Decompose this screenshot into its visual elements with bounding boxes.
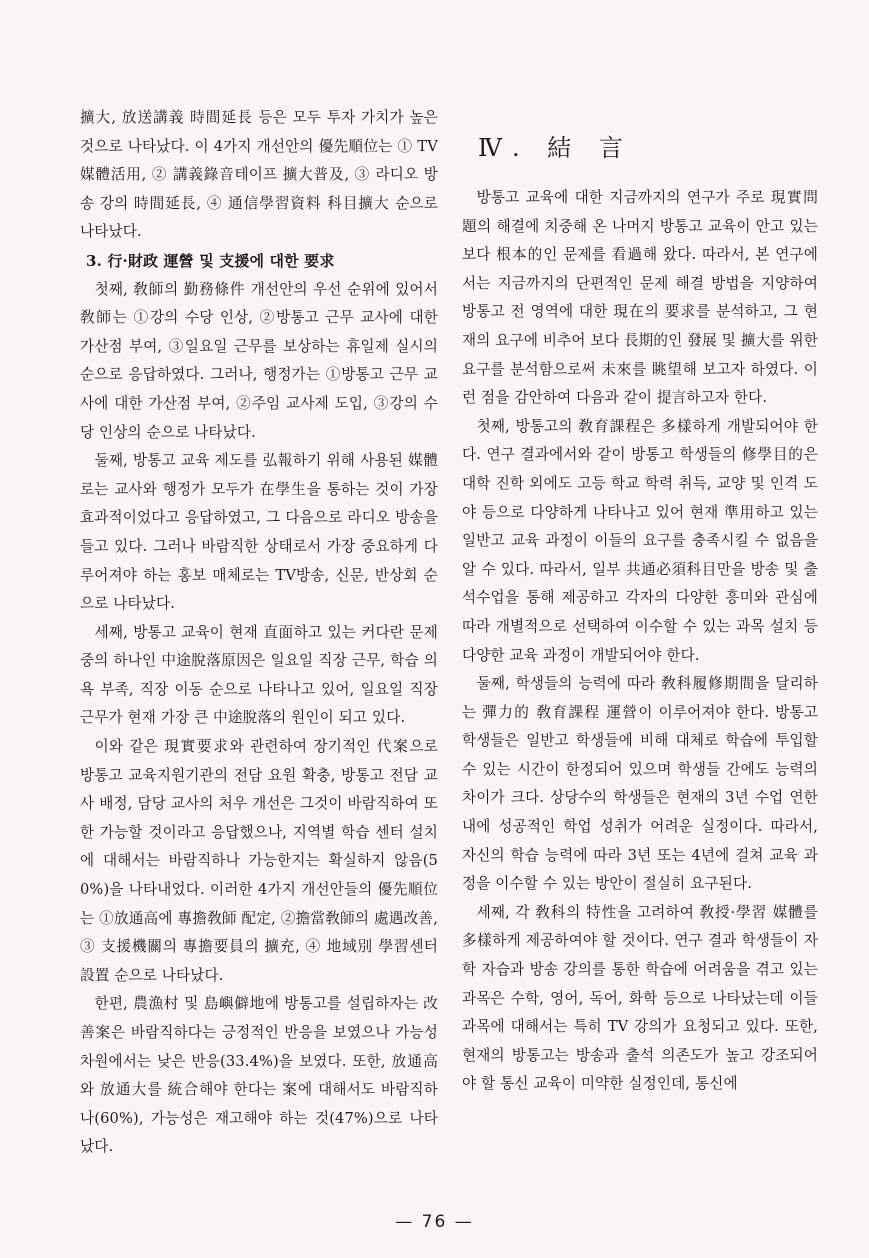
paragraph: 세째, 방통고 교육이 현재 直面하고 있는 커다란 문제 중의 하나인 中途脫落原因은 일요일 직장 근무, 학습 의욕 부족, 직장 이동 순으로 나타나고 있어, 일요일 직장 근무가 현재 가장 큰 中途脫落의 원인이 되고 있다.: [80, 623, 438, 727]
left-column: [80, 104, 438, 1162]
section-heading: Ⅳ. 結 言: [478, 134, 633, 162]
right-column: [462, 184, 818, 1099]
page-number: — 76 —: [395, 1212, 474, 1232]
paragraph: 첫째, 방통고의 敎育課程은 多樣하게 개발되어야 한다. 연구 결과에서와 같이 방통고 학생들의 修學目的은 대학 진학 외에도 고등 학교 학력 취득, 교양 및 인격 도야 등으로 다양하게 나타나고 있어 현재 準用하고 있는 일반고 교육 과정이 이들의 요구를 충족시킬 수 없음을 알 수 있다. 따라서, 일부 共通必須科目만을 방송 및 출석수업을 통해 제공하고 각자의 다양한 흥미와 관심에 따라 개별적으로 선택하여 이수할 수 있는 과목 설치 등 다양한 교육 과정이 개발되어야 한다.: [462, 417, 818, 664]
subsection-heading: 3. 行·財政 運營 및 支援에 대한 要求: [86, 251, 335, 270]
paragraph: 둘째, 학생들의 능력에 따라 敎科履修期間을 달리하는 彈力的 敎育課程 運營이 이루어져야 한다. 방통고 학생들은 일반고 학생들에 비해 대체로 학습에 투입할 수 있는 시간이 한정되어 있으며 학생들 간에도 능력의 차이가 크다. 상당수의 학생들은 현재의 3년 수업 연한 내에 성공적인 학업 성취가 어려운 실정이다. 따라서, 자신의 학습 능력에 따라 3년 또는 4년에 걸쳐 교육 과정을 이수할 수 있는 방안이 절실히 요구된다.: [462, 675, 818, 893]
paragraph: 첫째, 敎師의 勤務條件 개선안의 우선 순위에 있어서 敎師는 ①강의 수당 인상, ②방통고 근무 교사에 대한 가산점 부여, ③일요일 근무를 보상하는 휴일제 실시의 순으로 응답하였다. 그러나, 행정가는 ①방통고 근무 교사에 대한 가산점 부여, ②주임 교사제 도입, ③강의 수당 인상의 순으로 나타났다.: [80, 280, 438, 441]
paragraph: 세째, 각 敎科의 特性을 고려하여 敎授·學習 媒體를 多樣하게 제공하여야 할 것이다. 연구 결과 학생들이 자학 자습과 방송 강의를 통한 학습에 어려움을 겪고 있는 과목은 수학, 영어, 독어, 화학 등으로 나타났는데 이들 과목에 대해서는 특히 TV 강의가 요청되고 있다. 또한, 현재의 방통고는 방송과 출석 의존도가 높고 강조되어야 할 통신 교육이 미약한 실정인데, 통신에: [462, 903, 818, 1093]
paragraph: 방통고 교육에 대한 지금까지의 연구가 주로 現實問題의 해결에 치중해 온 나머지 방통고 교육이 안고 있는 보다 根本的인 문제를 看過해 왔다. 따라서, 본 연구에서는 지금까지의 단편적인 문제 해결 방법을 지양하여 방통고 전 영역에 대한 現在의 要求를 분석하고, 그 현재의 요구에 비추어 보다 長期的인 發展 및 擴大를 위한 요구를 분석함으로써 未來를 眺望해 보고자 하였다. 이런 점을 감안하여 다음과 같이 提言하고자 한다.: [462, 189, 818, 407]
paragraph: 擴大, 放送講義 時間延長 등은 모두 투자 가치가 높은 것으로 나타났다. 이 4가지 개선안의 優先順位는 ① TV媒體活用, ② 講義錄音테이프 擴大普及, ③ 라디오 방송 강의 時間延長, ④ 通信學習資料 科目擴大 순으로 나타났다.: [80, 109, 438, 241]
paragraph: 둘째, 방통고 교육 제도를 弘報하기 위해 사용된 媒體로는 교사와 행정가 모두가 在學生을 통하는 것이 가장 효과적이었다고 응답하였고, 그 다음으로 라디오 방송을 들고 있다. 그러나 바람직한 상태로서 가장 중요하게 다루어져야 하는 홍보 매체로는 TV방송, 신문, 반상회 순으로 나타났다.: [80, 452, 438, 613]
paragraph: 이와 같은 現實要求와 관련하여 장기적인 代案으로 방통고 교육지원기관의 전담 요원 확충, 방통고 전담 교사 배정, 담당 교사의 처우 개선은 그것이 바람직하여 또한 가능할 것이라고 응답했으나, 지역별 학습 센터 설치에 대해서는 바람직하나 가능한지는 확실하지 않음(50%)을 나타내었다. 이러한 4가지 개선안들의 優先順位는 ①放通高에 專擔敎師 配定, ②擔當敎師의 處遇改善, ③ 支援機關의 專擔要員의 擴充, ④ 地域別 學習센터 設置 순으로 나타났다.: [80, 738, 438, 984]
paragraph: 한편, 農漁村 및 島嶼僻地에 방통고를 설립하자는 改善案은 바람직하다는 긍정적인 반응을 보였으나 가능성 차원에서는 낮은 반응(33.4%)을 보였다. 또한, 放通高와 放通大를 統合해야 한다는 案에 대해서도 바람직하나(60%), 가능성은 재고해야 하는 것(47%)으로 나타났다.: [80, 995, 438, 1156]
